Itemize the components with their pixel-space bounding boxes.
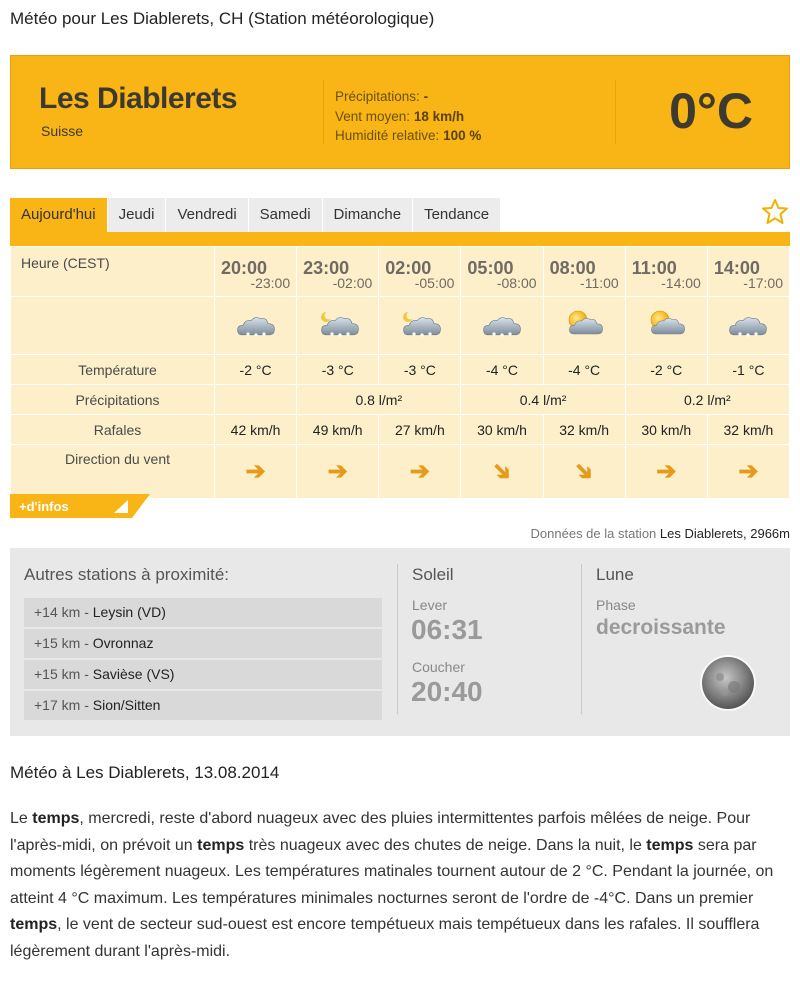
gust-cell: 32 km/h [543, 415, 625, 445]
period-cell [625, 247, 707, 297]
tab-sunday[interactable]: Dimanche [323, 198, 414, 232]
period-end: -14:00 [661, 275, 701, 291]
sun-cloud-icon [644, 307, 688, 341]
temp-cell: -3 °C [379, 355, 461, 385]
period-start: 11:00 [631, 258, 677, 278]
southeast-arrow-icon: ➔ [485, 454, 519, 489]
cloud-snow-night-icon [234, 308, 278, 340]
sun-title: Soleil [412, 565, 454, 584]
cloud-snow-icon [726, 308, 770, 340]
nearby-item[interactable]: +15 km - Savièse (VS) [24, 660, 382, 689]
tab-underline [10, 232, 790, 246]
precip-cell [215, 385, 297, 415]
gust-cell: 30 km/h [625, 415, 707, 445]
sun-cloud-icon [562, 307, 606, 341]
sunrise-time: 06:31 [411, 614, 483, 645]
cloud-snow-icon [480, 308, 524, 340]
day-tabs [10, 198, 501, 232]
period-end: -11:00 [580, 275, 619, 291]
precip-cell: 0.2 l/m² [625, 385, 789, 415]
forecast-text: Le temps, mercredi, reste d'abord nuageux avec des pluies intermittentes parfois mêlées de neige. Pour l'après-midi, on prévoit un temps très nuageux avec des chutes de neige. Dans la nuit, le temps sera par moments légèrement nuageux. Les températures matinales tournent autour de 2 °C. Pendant la journée, on atteint 4 °C maximum. Les températures minimales nocturnes seront de l'ordre de -4°C. Dans un premier temps, le vent de secteur sud-ouest est encore tempétueux mais tempétueux dans les rafales. Il soufflera légèrement durant l'après-midi. [10, 810, 774, 960]
period-start: 02:00 [385, 258, 432, 278]
period-cell [215, 247, 297, 297]
southeast-arrow-icon: ➔ [567, 454, 601, 489]
period-cell [461, 247, 543, 297]
gust-cell: 42 km/h [215, 415, 297, 445]
period-end: -08:00 [496, 275, 537, 291]
more-info-link[interactable]: +d'infos [19, 499, 69, 514]
sunset-time: 20:40 [411, 676, 483, 707]
table-row [11, 247, 790, 297]
period-start: 08:00 [549, 258, 596, 278]
period-start: 05:00 [467, 258, 514, 278]
divider [397, 564, 398, 714]
nearby-item[interactable]: +17 km - Sion/Sitten [24, 691, 382, 720]
gust-cell: 49 km/h [297, 415, 379, 445]
east-arrow-icon: ➔ [656, 458, 677, 485]
keyword: temps [646, 836, 694, 854]
moon-cloud-snow-icon [398, 308, 442, 340]
east-arrow-icon: ➔ [245, 458, 266, 485]
page-title: Météo pour Les Diablerets, CH (Station météorologique) [10, 9, 435, 28]
info-panel [10, 548, 790, 736]
table-row [11, 297, 790, 355]
sunset-label: Coucher [412, 659, 465, 675]
period-end: -05:00 [414, 275, 455, 291]
row-label: Rafales [11, 415, 215, 445]
moon-phase-label: Phase [596, 597, 636, 613]
divider [323, 80, 324, 144]
period-cell [379, 247, 461, 297]
east-arrow-icon: ➔ [409, 458, 430, 485]
tab-today[interactable]: Aujourd'hui [10, 198, 108, 232]
table-row [11, 445, 790, 499]
gust-cell: 27 km/h [379, 415, 461, 445]
moon-title: Lune [596, 565, 634, 584]
temp-cell: -4 °C [461, 355, 543, 385]
tab-thursday[interactable]: Jeudi [108, 198, 167, 232]
row-label: Direction du vent [11, 445, 215, 499]
station-note: Données de la station Les Diablerets, 2966m [530, 526, 790, 541]
east-arrow-icon: ➔ [327, 458, 348, 485]
period-start: 23:00 [303, 258, 350, 278]
current-stats [335, 87, 481, 146]
table-row [11, 385, 790, 415]
country-name: Suisse [41, 123, 84, 139]
city-name: Les Diablerets [39, 82, 238, 115]
period-cell [707, 247, 789, 297]
gust-cell: 32 km/h [707, 415, 789, 445]
period-cell [297, 247, 379, 297]
nearby-item[interactable]: +15 km - Ovronnaz [24, 629, 382, 658]
favorite-star-icon[interactable] [760, 197, 790, 227]
forecast-table [10, 246, 790, 499]
forecast-date-title: Météo à Les Diablerets, 13.08.2014 [10, 763, 280, 782]
keyword: temps [197, 836, 245, 854]
nearby-title: Autres stations à proximité: [24, 565, 230, 584]
row-label: Heure (CEST) [11, 247, 215, 297]
temp-cell: -3 °C [297, 355, 379, 385]
temp-cell: -2 °C [625, 355, 707, 385]
period-cell [543, 247, 625, 297]
row-label: Précipitations [11, 385, 215, 415]
east-arrow-icon: ➔ [738, 458, 759, 485]
tab-trend[interactable]: Tendance [413, 198, 501, 232]
sunrise-label: Lever [412, 597, 448, 613]
keyword: temps [32, 810, 80, 827]
current-weather-card [10, 55, 790, 169]
period-end: -23:00 [250, 275, 291, 291]
moon-phase: decroissante [596, 616, 726, 639]
keyword: temps [10, 916, 58, 933]
moon-cloud-snow-icon [316, 308, 360, 340]
row-label: Température [11, 355, 215, 385]
station-name: Les Diablerets, 2966m [659, 526, 790, 541]
temp-cell: -4 °C [543, 355, 625, 385]
tab-saturday[interactable]: Samedi [249, 198, 323, 232]
tab-friday[interactable]: Vendredi [166, 198, 248, 232]
divider [581, 564, 582, 714]
nearby-list [24, 598, 382, 722]
wind-stat: Vent moyen: 18 km/h [335, 108, 465, 124]
precip-cell: 0.8 l/m² [297, 385, 461, 415]
humidity-stat: Humidité relative: 100 % [335, 128, 482, 143]
current-temperature: 0°C [669, 83, 753, 139]
divider [615, 80, 616, 144]
precip-cell: 0.4 l/m² [461, 385, 625, 415]
period-start: 20:00 [221, 258, 268, 278]
table-row [11, 355, 790, 385]
temp-cell: -1 °C [707, 355, 789, 385]
precip-stat: Précipitations: - [335, 89, 429, 104]
nearby-item[interactable]: +14 km - Leysin (VD) [24, 598, 382, 627]
moon-icon [698, 653, 758, 713]
period-end: -02:00 [332, 275, 373, 291]
period-start: 14:00 [713, 258, 760, 278]
table-row [11, 415, 790, 445]
temp-cell: -2 °C [215, 355, 297, 385]
gust-cell: 30 km/h [461, 415, 543, 445]
period-end: -17:00 [743, 275, 783, 291]
row-label-empty [11, 297, 215, 355]
